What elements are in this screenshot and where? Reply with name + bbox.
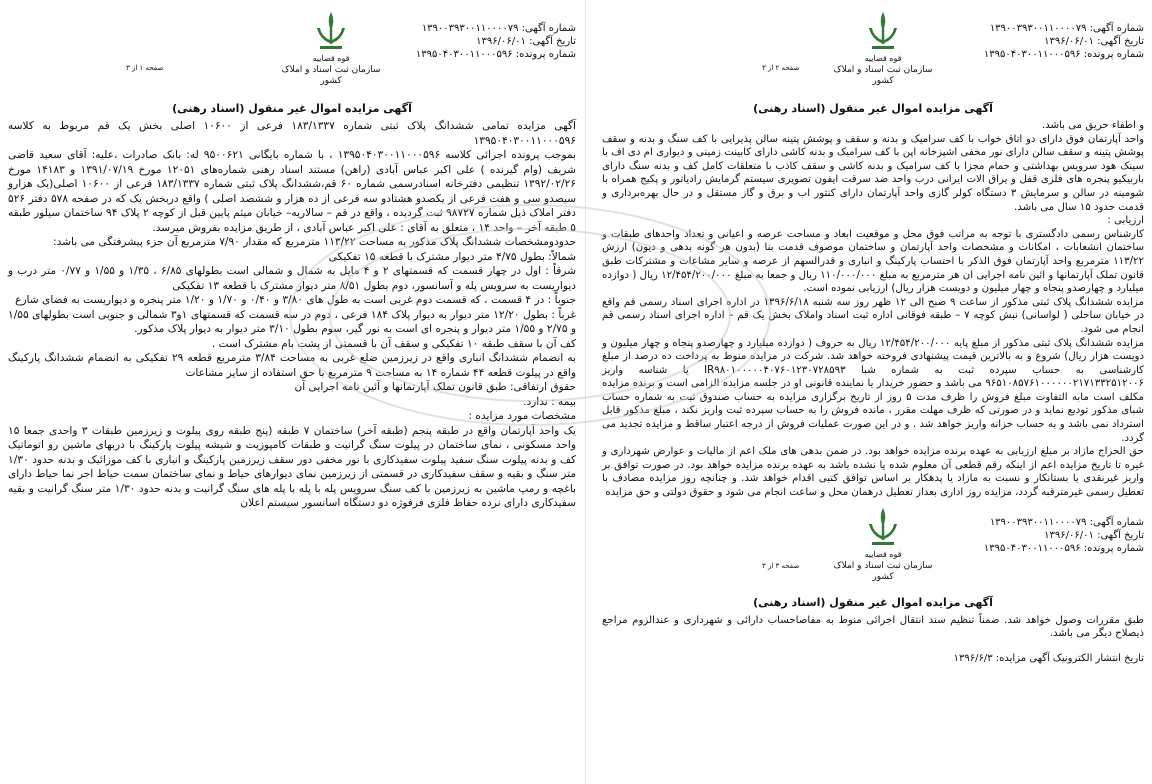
paragraph: مزایده ششدانگ پلاک ثبتی مذکور از ساعت ۹ صبح الی ۱۲ ظهر روز سه شنبه ۱۳۹۶/۶/۱۸ در اداره اجرای اسناد رسمی قم واقع در خیابان ساحلی ( لواسانی) نبش کوچه ۷ – طبقه فوقانی اداره ثبت اسناد واملاک بخش یک قم – اداره اجرای اسناد رسمی قم انجام می شود. (602, 296, 1144, 335)
paragraph: کف آن با سقف طبقه ۱۰ تفکیکی و سقف آن با قسمتی از پشت بام مشترک است . (211, 337, 576, 350)
judiciary-logo (828, 10, 938, 87)
notice-title: آگهی مزایده اموال غیر منقول (اسناد رهنی) (753, 102, 993, 115)
ad-number: شماره آگهی: ۱۳۹۰۰۳۹۳۰۰۱۱۰۰۰۰۷۹ (989, 516, 1144, 528)
page-number: صفحه ۱ از ۳ (126, 64, 164, 72)
logo-caption: قوه قضاییه (864, 54, 902, 63)
paragraph: ارزیابی : (1107, 215, 1144, 227)
paragraph: و اطفاء حریق می باشد. (1041, 120, 1144, 131)
paragraph: مشخصات مورد مزایده : (468, 410, 576, 422)
page-header (602, 4, 1144, 100)
ad-number: شماره آگهی: ۱۳۹۰۰۳۹۳۰۰۱۱۰۰۰۰۷۹ (989, 23, 1144, 34)
page-number: صفحه ۳ از ۳ (762, 561, 800, 570)
file-number: شماره پرونده: ۱۳۹۵۰۴۰۳۰۰۱۱۰۰۰۵۹۶ (983, 49, 1144, 60)
ad-meta (416, 22, 576, 61)
notice-title: آگهی مزایده اموال غیر منقول (اسناد رهنی) (172, 102, 412, 115)
paragraph: حدودومشخصات ششدانگ پلاک مذکور به مساحت ۱۱۳/۲۲ مترمربع که مقدار ۷/۹۰ مترمربع آن جزء پیشرفتگی می باشد: (53, 236, 576, 248)
column-divider (585, 0, 586, 784)
ad-date: تاریخ آگهی: ۱۳۹۶/۰۶/۰۱ (476, 36, 576, 47)
paragraph: غرباً : بطول ۱۲/۲۰ متر دیوار به دیوار پلاک ۱۸۴ فرعی ، دوم در سه قسمت که قسمتهای ۱و۳ شمالی و جنوبی است بطولهای ۱/۵۵ و ۲/۷۵ و ۱/۵۵ متر دیوار و پنجره ای است به نور گیر، سوم بطول ۳/۱۰ متر دیوار به دیوار پلاک مذکور. (8, 308, 576, 335)
file-number: شماره پرونده: ۱۳۹۵۰۴۰۳۰۰۱۱۰۰۰۵۹۶ (415, 49, 576, 60)
page-header (8, 4, 576, 100)
ad-meta (984, 22, 1144, 61)
paragraph: آگهی مزایده تمامی ششدانگ پلاک ثبتی شماره ۱۸۳/۱۳۳۷ فرعی از ۱۰۶۰۰ اصلی بخش یک قم مربوط به کلاسه ۱۳۹۵۰۴۰۳۰۰۱۱۰۰۰۵۹۶ (8, 120, 576, 147)
notice-title: آگهی مزایده اموال غیر منقول (اسناد رهنی) (753, 595, 993, 609)
page-two-column (588, 0, 1152, 664)
paragraph: به انضمام ششدانگ انباری واقع در زیرزمین ضلع غربی به مساحت ۳/۸۴ مترمربع قطعه ۲۹ تفکیکی به انضمام ششدانگ پارکینگ واقع در پیلوت قطعه ۴۴ شماره ۱۴ به مساحت ۹ مترمربع با حق استفاده از سایر مشاعات (8, 352, 576, 379)
paragraph: جنوباً : در ۴ قسمت ، که قسمت دوم غربی است به طول های ۳/۸۰ و ۰/۴۰ و ۱/۷۰ و ۱/۲۰ متر پنجره و دیواریست به فضای شارع (15, 294, 576, 306)
judiciary-logo (828, 506, 938, 583)
paragraph: کارشناس رسمی دادگستری با توجه به مراتب فوق محل و موقعیت ابعاد و مساحت عرصه و اعیانی و تعداد واحدهای طبقات و ساختمان انشعابات ، امکانات و مشخصات واحد آپارتمان و ساختمان موصوف قدمت بنا (بدون هر گونه بدهی و دیون) ارزش ۱۱۳/۲۲ مترمربع واحد آپارتمان فوق الذکر با احتساب پارکینگ و انباری و قدرالسهم از عرصه و سایر مشاعات و مشترکات طبق قانون تملک آپارتمانها و ائین نامه اجرایی ان هر مترمربع به مبلغ ۱۱۰/۰۰۰/۰۰۰ ریال و جمعا به مبلغ ۱۲/۴۵۴/۲۰۰/۰۰۰ ریال ( دوازده میلیارد و چهارصدو پنجاه و چهار میلیون و دویست هزار ریال) ارزیابی نموده است. (602, 228, 1144, 295)
ad-number: شماره آگهی: ۱۳۹۰۰۳۹۳۰۰۱۱۰۰۰۰۷۹ (421, 23, 576, 34)
page-three-header (602, 506, 1144, 610)
paragraph: شرقاً : اول در چهار قسمت که قسمتهای ۲ و ۴ مایل به شمال و شمالی است بطولهای ۶/۸۵ ، ۱/۳۵ و ۱/۵۵ و ۰/۷۷ متر درب و دیواریست به سرویس پله و آسانسور، دوم بطول ۸/۵۱ متر دیوار مشترک با قطعه ۱۳ تفکیکی (8, 265, 577, 292)
page-one-column (0, 0, 588, 511)
paragraph: مزایده ششدانگ پلاک ثبتی مذکور از مبلغ پایه ۱۲/۴۵۴/۲۰۰/۰۰۰ ریال به حروف ( دوازده میلیارد و چهارصدو پنجاه و چهار میلیون و دویست هزار ریال) شروع و به بالاترین قیمت پیشنهادی فروخته خواهد شد. شرکت در مزایده منوط به پرداخت ده درصد از مبلغ کارشناسی به حساب سپرده ثبت به شماره شبا IR۹۸۰۱۰۰۰۰۰۴۰۷۶۰۱۲۳۰۷۲۸۵۹۳ یا شناسه واریز ۹۶۵۱۰۸۵۷۶۱۰۰۰۰۰۰۲۱۷۱۳۳۲۵۱۲۰۰۶ می باشد و حضور خریدار یا نماینده قانونی او در جلسه مزایده الزامی است و برنده مزایده مکلف است مابه التفاوت مبلغ فروش را ظرف مدت ۵ روز از تاریخ برگزاری مزایده به حساب صندوق ثبت به شماره حساب شبای مذکور تودیع نماید و در صورتی که ظرف مهلت مقرر ، مانده فروش را به حساب سپرده ثبت واریز نکند ، مبلغ مذکور قابل استرداد نمی باشد و به حساب خزانه واریز خواهد شد . و در این صورت عملیات فروش از درجه اعتبار ساقط و مزایده تجدید می گردد. (602, 337, 1145, 444)
emblem-icon (314, 10, 348, 52)
paragraph: شمالاً: بطول ۴/۷۵ متر دیوار مشترک با قطعه ۱۵ تفکیکی (328, 250, 576, 263)
organization-name: سازمان ثبت اسناد و املاک کشور (833, 560, 933, 582)
notice-body (602, 119, 1144, 500)
publish-date: تاریخ انتشار الکترونیک آگهی مزایده: ۱۳۹۶/۶/۳ (953, 652, 1144, 664)
paragraph: یک واحد آپارتمان واقع در طبقه پنجم (طبقه آخر) ساختمان ۷ طبقه (پنج طبقه روی پیلوت و زیرزمین طبقات ۳ واحدی جمعا ۱۵ واحد مسکونی ، نمای ساختمان در پیلوت سنگ گرانیت و طبقات کامپوزیت و شیشه پیلوت پارکینگ با دربهای ماشین رو اتوماتیک کف و بدنه پیلوت سنگ سفید پیلوت سفیدکاری با نور مخفی دور سقف زیرزمین پارکینگ و انباری با کف موزائیک و بدنه حدود ۱/۳۰ متر سنگ و بقیه و سقف سفیدکاری در قسمتی از زیرزمین نمای دیوارهای حیاط و نمای ساختمان سمت حیاط اجر نما حیاط دارای باغچه و رمپ ماشین به زیرزمین با کف سنگ سرویس پله با پله با پله های سنگ گرانیت و بدنه حدود ۱/۳۰ متر سنگ گرانیت و بقیه سفیدکاری دارای نرده حفاظ فلزی فرفوژه دو دستگاه اسانسور سیستم اعلان (8, 424, 576, 509)
closing-text: طبق مقررات وصول خواهد شد. ضمناً تنظیم سند انتقال اجرائی منوط به مفاصاحساب دارائی و شهرداری و عندالزوم مراجع ذیصلاح دیگر می باشد. (602, 614, 1144, 640)
ad-meta (984, 516, 1144, 555)
paragraph: واحد آپارتمان فوق دارای دو اتاق خواب با کف سرامیک و بدنه و سقف و پوشش پتینه سالن پذیرایی با کف سنگ و بدنه و سقف پوشش پتینه و سقف سالن دارای نور مخفی اشپزخانه اپن با کف سرامیک و بدنه کاشی دارای کابینت زمینی و دیواری ام دی اف با سینک هود سرویس بهداشتی و حمام مجزا با کف سرامیک و بدنه کاشی و سقف کاذب با متعلقات کامل کف و بدنه سنگ دارای باربیکیو پنجره های فلزی قفل و یراق الات ایرانی درب واحد ضد سرقت ایفون تصویری سیستم گرمایش رادیاتور و پکیج همراه با شومینه در سالن و سرمایش ۳ دستگاه کولر گازی واحد آپارتمان دارای کنتور اب و برق و گاز مستقل و در حال بهره‌برداری و قدمت حدود ۱۵ سال می باشد. (602, 133, 1144, 213)
notice-body (8, 119, 576, 511)
emblem-icon (866, 506, 900, 548)
paragraph: بموجب پرونده اجرائی کلاسه ۱۳۹۵۰۴۰۳۰۰۱۱۰۰۰۵۹۶ ، با شماره بایگانی ۹۵۰۰۶۲۱ له: بانک صادرات ،علیه: آقای سعید قاضی شریف (وام گیرنده ) علی اکبر عباس آبادی (راهن) مستند اسناد رهنی شماره‌های ۱۲۰۵۱ مورخ ۱۳۹۱/۰۷/۱۹ و ۱۴۱۸۳ مورخ ۱۳۹۲/۰۲/۲۶ تنظیمی دفترخانه اسنادرسمی شماره ۶۰ قم،ششدانگ پلاک ثبتی شماره ۱۸۳/۱۳۳۷ فرعی از ۱۰۶۰۰ اصلی(یک هزارو سیصدو سی و هفت فرعی از یکصدو هشتادو سه فرعی از ده هزار و ششصد اصلی ) واقع دربخش یک که در صفحه ۵۷۸ دفتر ۵۲۶ دفتر املاک ذیل شماره ۹۸۷۲۷ ثبت گردیده ، واقع در قم – سالاریه– خیابان میثم پایین قبل از کوچه ۲ پلاک ۹۴ ساختمان سیلور طبقه ۵ طبقه آخر – واحد ۱۴ ، متعلق به آقای : علی اکبر عباس آبادی ، از طریق مزایده بفروش میرسد. (8, 149, 577, 234)
logo-caption: قوه قضاییه (864, 549, 902, 559)
logo-caption: قوه قضاییه (312, 54, 350, 63)
paragraph: حق الحراج مازاد بر مبلغ ارزیابی به عهده برنده مزایده خواهد بود. در ضمن بدهی های ملک اعم از مالیات و عوارض شهرداری و غیره تا تاریخ مزایده اعم از اینکه رقم قطعی آن معلوم شده یا نشده باشد به عهده برنده مزایده خواهد بود. در صورت توافق بر واریز غیرنقدی یا بستانکار و نسبت به مازاد یا پدهکار بر اساس توافق کتبی اقدام خواهد شد. و چنانچه روز مزایده مصادف با تعطیل رسمی غیرمترقبه گردد، مزایده روز اداری بعداز تعطیل درهمان محل و ساعت انجام می شود و حقوق دولتی و حق مزایده (602, 446, 1144, 499)
judiciary-logo (276, 10, 386, 87)
file-number: شماره پرونده: ۱۳۹۵۰۴۰۳۰۰۱۱۰۰۰۵۹۶ (983, 542, 1144, 554)
paragraph: حقوق ارتفاقی: طبق قانون تملک آپارتمانها و آئین نامه اجرایی آن (294, 381, 576, 393)
ad-date: تاریخ آگهی: ۱۳۹۶/۰۶/۰۱ (1044, 529, 1144, 541)
paragraph: بیمه : ندارد. (523, 395, 576, 408)
organization-name: سازمان ثبت اسناد و املاک کشور (833, 65, 933, 86)
page-number: صفحه ۲ از ۳ (762, 64, 800, 72)
organization-name: سازمان ثبت اسناد و املاک کشور (281, 65, 381, 86)
ad-date: تاریخ آگهی: ۱۳۹۶/۰۶/۰۱ (1044, 36, 1144, 47)
emblem-icon (866, 10, 900, 52)
